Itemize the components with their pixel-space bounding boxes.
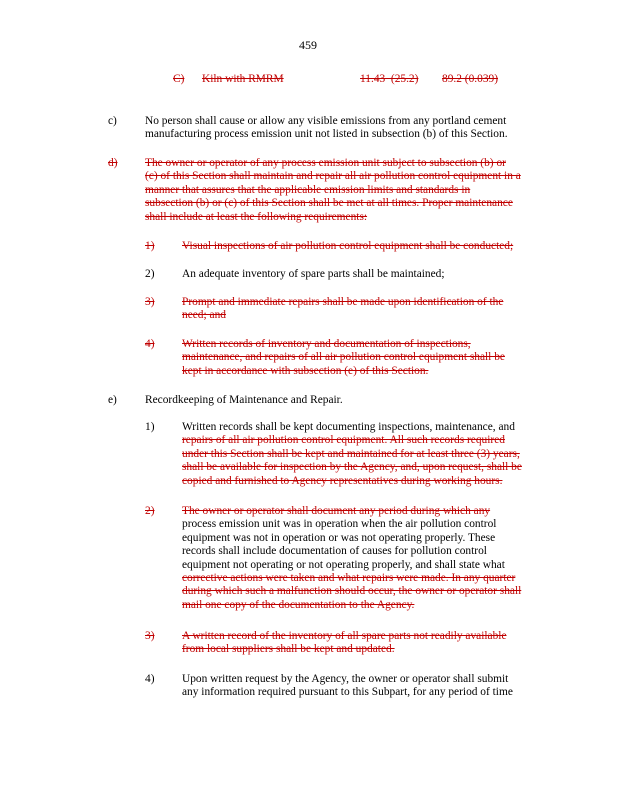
- section-d-label: d): [108, 157, 118, 169]
- e-item-2-line: process emission unit was in operation when the air pollution control: [182, 518, 497, 531]
- e-item-1-line: Written records shall be kept documenting inspections, maintenance, and: [182, 421, 515, 433]
- d-item-4-line: kept in accordance with subsection (e) of this Section.: [182, 364, 429, 377]
- e-item-3-text: [182, 630, 507, 657]
- section-e-label: e): [108, 394, 117, 406]
- section-d-line: (c) of this Section shall maintain and repair all air pollution control equipment in a: [145, 170, 521, 183]
- section-c-label: c): [108, 115, 117, 127]
- section-c-line: No person shall cause or allow any visible emissions from any portland cement: [145, 115, 507, 127]
- section-d-line: shall include at least the following requirements:: [145, 210, 368, 223]
- section-c-text: [145, 115, 508, 142]
- e-item-3-line: from local suppliers shall be kept and updated.: [182, 643, 395, 656]
- d-item-1-text: [182, 240, 513, 253]
- d-item-1-label: 1): [145, 240, 155, 252]
- d-item-3-line: need; and: [182, 309, 226, 322]
- section-d-line: subsection (b) or (c) of this Section shall be met at all times. Proper maintenance: [145, 197, 513, 210]
- e-item-4-label: 4): [145, 673, 155, 685]
- e-item-3-line: A written record of the inventory of all spare parts not readily available: [182, 630, 507, 642]
- d-item-2-text: [182, 268, 445, 281]
- e-item-2-label: 2): [145, 505, 155, 517]
- d-item-4-line: maintenance, and repairs of all air pollution control equipment shall be: [182, 351, 505, 364]
- e-item-1-text: [182, 421, 522, 488]
- d-item-2-label: 2): [145, 268, 155, 280]
- e-item-1-struck-line: shall be available for inspection by the Agency, and, upon request, shall be: [182, 461, 522, 474]
- section-d-line: manner that assures that the applicable emission limits and standards in: [145, 183, 471, 196]
- d-item-3-line: Prompt and immediate repairs shall be made upon identification of the: [182, 296, 504, 308]
- section-d-line: The owner or operator of any process emission unit subject to subsection (b) or: [145, 157, 506, 169]
- e-item-4-line: Upon written request by the Agency, the owner or operator shall submit: [182, 673, 509, 685]
- e-item-3-label: 3): [145, 630, 155, 642]
- d-item-3-text: [182, 296, 503, 323]
- d-item-4-text: [182, 338, 505, 378]
- table-row-value-1: 11.43 (25.2): [360, 73, 419, 85]
- section-e-title: Recordkeeping of Maintenance and Repair.: [145, 394, 343, 406]
- e-item-4-line: any information required pursuant to this Subpart, for any period of time: [182, 686, 513, 699]
- e-item-2-line: equipment not operating or not operating properly, and shall state what: [182, 558, 505, 571]
- d-item-2-line: An adequate inventory of spare parts shall be maintained;: [182, 268, 445, 280]
- table-row-label: C): [173, 73, 185, 85]
- e-item-2-struck-line: during which such a malfunction should occur, the owner or operator shall: [182, 585, 522, 598]
- e-item-2-struck-line: mail one copy of the documentation to the Agency.: [182, 598, 415, 611]
- section-c-line: manufacturing process emission unit not listed in subsection (b) of this Section.: [145, 128, 508, 141]
- d-item-3-label: 3): [145, 296, 155, 308]
- e-item-1-struck-line: copied and furnished to Agency representatives during working hours.: [182, 474, 503, 487]
- table-row-value-2: 89.2 (0.039): [442, 73, 498, 85]
- e-item-2-line: records shall include documentation of causes for pollution control: [182, 545, 487, 558]
- e-item-2-line: equipment was not in operation or was not operating properly. These: [182, 531, 496, 544]
- page-number: 459: [299, 38, 317, 52]
- d-item-1-line: Visual inspections of air pollution control equipment shall be conducted;: [182, 240, 514, 252]
- e-item-1-struck-line: under this Section shall be kept and maintained for at least three (3) years,: [182, 447, 520, 460]
- e-item-2-struck-line: The owner or operator shall document any period during which any: [182, 505, 491, 517]
- section-d-text: [145, 157, 521, 224]
- table-row-name: Kiln with RMRM: [202, 73, 284, 85]
- e-item-1-label: 1): [145, 421, 155, 433]
- e-item-1-struck-line: repairs of all air pollution control equipment. All such records required: [182, 434, 505, 447]
- e-item-2-text: [182, 505, 521, 612]
- d-item-4-line: Written records of inventory and documentation of inspections,: [182, 338, 471, 350]
- d-item-4-label: 4): [145, 338, 155, 350]
- e-item-4-text: [182, 673, 513, 700]
- e-item-2-struck-line: corrective actions were taken and what repairs were made. In any quarter: [182, 572, 516, 585]
